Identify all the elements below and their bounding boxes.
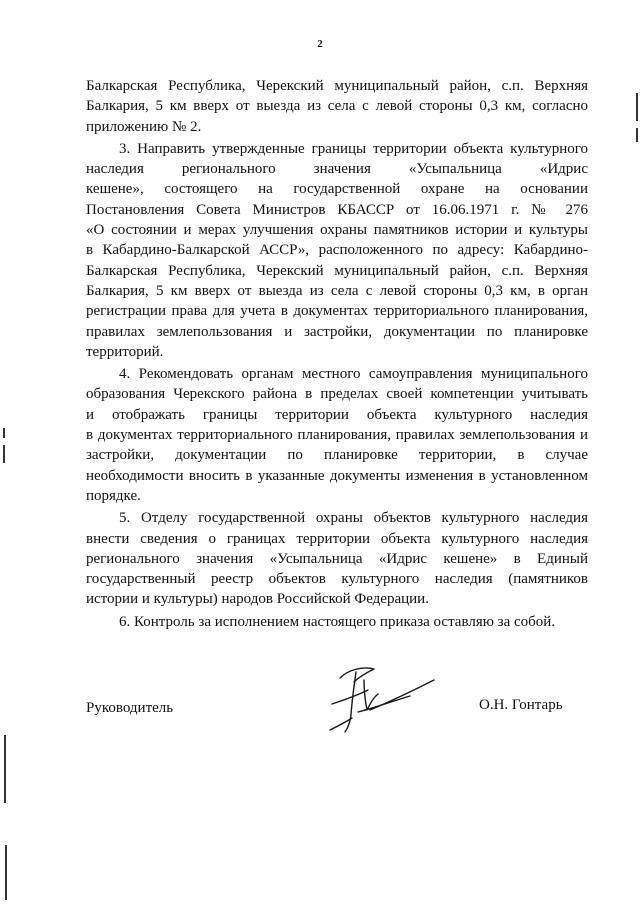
body-line: истории и культуры) народов Российской Федерации. [86,591,429,608]
body-line: правилах землепользования и застройки, документации по планировке [86,323,588,340]
body-line: наследия регионального значения «Усыпальница «Идрис [86,161,588,178]
scan-edge-mark [636,93,638,121]
body-line: приложению № 2. [86,118,202,135]
body-line: Балкария, 5 км вверх от выезда из села с левой стороны 0,3 км, в орган [86,282,588,299]
body-line: кешене», состоящего на государственной охране на основании [86,181,588,198]
body-line: 6. Контроль за исполнением настоящего приказа оставляю за собой. [119,613,556,630]
scan-edge-mark [636,128,638,142]
body-line: необходимости вносить в указанные документы изменения в установленном [86,467,588,484]
body-line: в документах территориального планирования, правилах землепользования и [86,427,588,444]
scan-edge-mark [5,845,7,900]
scan-edge-mark [3,428,5,438]
body-line: застройки, документации по планировке территории, в случае [86,447,588,464]
body-line: образования Черекского района в пределах своей компетенции учитывать [86,386,588,403]
body-line: регистрации права для учета в документах территориального планирования, [86,303,588,320]
body-line: территорий. [86,343,164,360]
body-line: 4. Рекомендовать органам местного самоуправления муниципального [119,366,588,383]
body-line: регионального значения «Усыпальница «Идрис кешене» в Единый [86,550,588,567]
body-line: и отображать границы территории объекта культурного наследия [86,406,588,423]
document-body [86,76,588,632]
body-line: 5. Отделу государственной охраны объектов культурного наследия [119,510,588,527]
body-line: 3. Направить утвержденные границы территории объекта культурного [119,140,588,157]
handwritten-signature [318,660,436,738]
body-line: государственный реестр объектов культурного наследия (памятников [86,571,588,588]
scan-edge-mark [4,735,6,803]
body-line: внести сведения о границах территории объекта культурного наследия [86,530,588,547]
body-line: Балкарская Республика, Черекский муниципальный район, с.п. Верхняя [86,262,588,279]
body-line: порядке. [86,487,141,504]
body-line: в Кабардино-Балкарской АССР», расположенного по адресу: Кабардино- [86,242,588,259]
signatory-title: Руководитель [86,700,174,716]
page-number: 2 [317,38,323,50]
body-line: «О состоянии и мерах улучшения охраны памятников истории и культуры [86,222,588,239]
scan-edge-mark [3,445,5,463]
body-line: Балкария, 5 км вверх от выезда из села с левой стороны 0,3 км, согласно [86,98,588,115]
body-line: Балкарская Республика, Черекский муниципальный район, с.п. Верхняя [86,78,588,94]
body-line: Постановления Совета Министров КБАССР от 16.06.1971 г. № 276 [86,201,588,218]
signatory-name: О.Н. Гонтарь [479,697,563,713]
